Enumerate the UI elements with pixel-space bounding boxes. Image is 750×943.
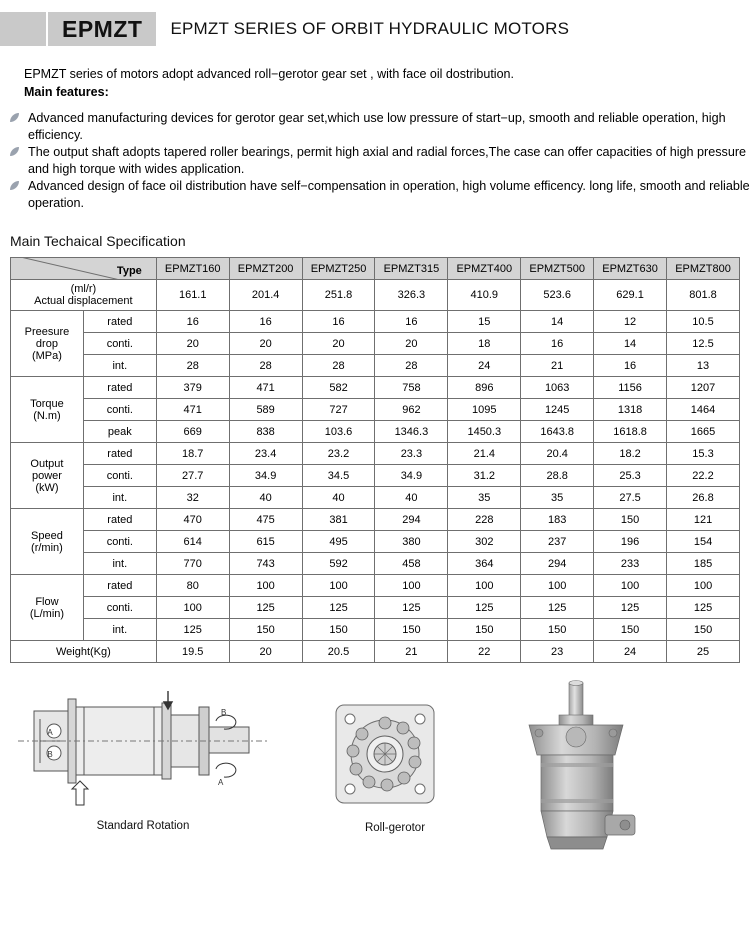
cell: 302 bbox=[448, 531, 521, 553]
cell: 237 bbox=[521, 531, 594, 553]
cell: 28 bbox=[375, 355, 448, 377]
cell: 770 bbox=[156, 553, 229, 575]
cell: 381 bbox=[302, 509, 375, 531]
cell: 471 bbox=[229, 377, 302, 399]
row-label: conti. bbox=[83, 597, 156, 619]
cell: 15 bbox=[448, 311, 521, 333]
cell: 201.4 bbox=[229, 280, 302, 311]
cell: 150 bbox=[594, 509, 667, 531]
list-item bbox=[10, 178, 750, 211]
cell: 150 bbox=[229, 619, 302, 641]
cell: 28.8 bbox=[521, 465, 594, 487]
cell: 100 bbox=[375, 575, 448, 597]
cell: 150 bbox=[302, 619, 375, 641]
cell: 26.8 bbox=[667, 487, 740, 509]
row-label: conti. bbox=[83, 399, 156, 421]
cell: 251.8 bbox=[302, 280, 375, 311]
cell: 18 bbox=[448, 333, 521, 355]
cell: 233 bbox=[594, 553, 667, 575]
cell: 20.4 bbox=[521, 443, 594, 465]
table-row bbox=[11, 377, 740, 399]
figures-section bbox=[0, 689, 750, 889]
cell: 28 bbox=[156, 355, 229, 377]
specification-table bbox=[10, 257, 740, 663]
cell: 100 bbox=[156, 597, 229, 619]
cell: 379 bbox=[156, 377, 229, 399]
row-group-label bbox=[11, 377, 84, 443]
table-row bbox=[11, 597, 740, 619]
row-label: rated bbox=[83, 443, 156, 465]
cell: 12 bbox=[594, 311, 667, 333]
cell: 32 bbox=[156, 487, 229, 509]
section-title: Main Techaical Specification bbox=[10, 233, 186, 249]
cell: 470 bbox=[156, 509, 229, 531]
cell: 154 bbox=[667, 531, 740, 553]
table-row bbox=[11, 465, 740, 487]
svg-text:A: A bbox=[218, 778, 224, 787]
table-row bbox=[11, 399, 740, 421]
cell: 34.9 bbox=[375, 465, 448, 487]
table-row bbox=[11, 553, 740, 575]
feature-text: Advanced design of face oil distribution have self−compensation in operation, high volume efficency. long life, smooth and reliable operation. bbox=[28, 179, 750, 210]
cell: 150 bbox=[375, 619, 448, 641]
cell: 294 bbox=[375, 509, 448, 531]
type-header-cell bbox=[11, 258, 157, 280]
cell: 14 bbox=[594, 333, 667, 355]
row-label: rated bbox=[83, 575, 156, 597]
cell: 364 bbox=[448, 553, 521, 575]
row-label: conti. bbox=[83, 465, 156, 487]
group-line1: Flow bbox=[35, 595, 59, 608]
cell: 614 bbox=[156, 531, 229, 553]
column-header: EPMZT200 bbox=[229, 258, 302, 280]
cell: 150 bbox=[594, 619, 667, 641]
cell: 121 bbox=[667, 509, 740, 531]
cell: 582 bbox=[302, 377, 375, 399]
group-line1: Torque bbox=[30, 397, 64, 410]
cell: 669 bbox=[156, 421, 229, 443]
group-line2: power bbox=[31, 469, 62, 482]
cell: 25 bbox=[667, 641, 740, 663]
cell: 150 bbox=[667, 619, 740, 641]
cell: 589 bbox=[229, 399, 302, 421]
group-line1: Speed bbox=[31, 529, 63, 542]
svg-text:B: B bbox=[221, 708, 227, 717]
cell: 23.3 bbox=[375, 443, 448, 465]
feature-text: Advanced manufacturing devices for gerotor gear set,which use low pressure of start−up, smooth and reliable operation, high efficiency. bbox=[28, 111, 726, 142]
roll-gerotor-drawing bbox=[330, 699, 440, 811]
cell: 10.5 bbox=[667, 311, 740, 333]
cell: 20 bbox=[229, 333, 302, 355]
table-row bbox=[11, 531, 740, 553]
cell: 22 bbox=[448, 641, 521, 663]
row-label: conti. bbox=[83, 333, 156, 355]
table-row bbox=[11, 641, 740, 663]
cell: 1450.3 bbox=[448, 421, 521, 443]
row-label: rated bbox=[83, 311, 156, 333]
cell: 14 bbox=[521, 311, 594, 333]
cell: 28 bbox=[302, 355, 375, 377]
row-group-label bbox=[11, 509, 84, 575]
cell: 838 bbox=[229, 421, 302, 443]
cell: 475 bbox=[229, 509, 302, 531]
cell: 21 bbox=[375, 641, 448, 663]
column-header: EPMZT630 bbox=[594, 258, 667, 280]
row-label: peak bbox=[83, 421, 156, 443]
cell: 27.5 bbox=[594, 487, 667, 509]
row-label: int. bbox=[83, 355, 156, 377]
orbit-motor-photo bbox=[495, 677, 665, 857]
cell: 1346.3 bbox=[375, 421, 448, 443]
column-header: EPMZT800 bbox=[667, 258, 740, 280]
column-header: EPMZT315 bbox=[375, 258, 448, 280]
table-header-row bbox=[11, 258, 740, 280]
leaf-bullet-icon bbox=[10, 144, 28, 156]
group-line3: (MPa) bbox=[31, 349, 62, 362]
group-line1: Output bbox=[30, 457, 64, 470]
cell: 20 bbox=[375, 333, 448, 355]
cell: 16 bbox=[521, 333, 594, 355]
group-line2: (r/min) bbox=[31, 541, 63, 554]
cell: 294 bbox=[521, 553, 594, 575]
feature-text: The output shaft adopts tapered roller bearings, permit high axial and radial forces,The case can offer capacities of high pressure and high torque with wides application. bbox=[28, 145, 747, 176]
table-row bbox=[11, 487, 740, 509]
cell: 24 bbox=[594, 641, 667, 663]
figure-motor-photo bbox=[495, 677, 675, 862]
row-label: Weight(Kg) bbox=[11, 641, 157, 663]
cell: 125 bbox=[375, 597, 448, 619]
cell: 1643.8 bbox=[521, 421, 594, 443]
cell: 40 bbox=[229, 487, 302, 509]
header-title: EPMZT SERIES OF ORBIT HYDRAULIC MOTORS bbox=[170, 19, 570, 38]
cell: 1618.8 bbox=[594, 421, 667, 443]
cell: 100 bbox=[594, 575, 667, 597]
cell: 19.5 bbox=[156, 641, 229, 663]
cell: 16 bbox=[594, 355, 667, 377]
feature-bullet-list bbox=[10, 110, 750, 211]
table-row bbox=[11, 333, 740, 355]
cell: 1063 bbox=[521, 377, 594, 399]
table-row bbox=[11, 619, 740, 641]
cell: 150 bbox=[448, 619, 521, 641]
cell: 18.7 bbox=[156, 443, 229, 465]
cell: 22.2 bbox=[667, 465, 740, 487]
figure-caption: Standard Rotation bbox=[96, 820, 190, 832]
cell: 15.3 bbox=[667, 443, 740, 465]
table-row bbox=[11, 311, 740, 333]
cell: 12.5 bbox=[667, 333, 740, 355]
cell: 380 bbox=[375, 531, 448, 553]
cell: 1156 bbox=[594, 377, 667, 399]
row-label: int. bbox=[83, 487, 156, 509]
list-item bbox=[10, 110, 750, 143]
column-header: EPMZT400 bbox=[448, 258, 521, 280]
cell: 471 bbox=[156, 399, 229, 421]
row-label: rated bbox=[83, 509, 156, 531]
cell: 20 bbox=[302, 333, 375, 355]
column-header: EPMZT500 bbox=[521, 258, 594, 280]
cell: 34.9 bbox=[229, 465, 302, 487]
row-group-label bbox=[11, 311, 84, 377]
cell: 495 bbox=[302, 531, 375, 553]
cell: 1207 bbox=[667, 377, 740, 399]
cell: 125 bbox=[448, 597, 521, 619]
cell: 727 bbox=[302, 399, 375, 421]
row-label: int. bbox=[83, 619, 156, 641]
cell: 100 bbox=[448, 575, 521, 597]
cell: 592 bbox=[302, 553, 375, 575]
cell: 16 bbox=[156, 311, 229, 333]
cell: 1318 bbox=[594, 399, 667, 421]
row-label-line1: (ml/r) bbox=[70, 283, 97, 295]
group-line2: (N.m) bbox=[33, 409, 61, 422]
cell: 615 bbox=[229, 531, 302, 553]
cell: 410.9 bbox=[448, 280, 521, 311]
cell: 523.6 bbox=[521, 280, 594, 311]
cell: 801.8 bbox=[667, 280, 740, 311]
group-line3: (kW) bbox=[35, 481, 59, 494]
table-row bbox=[11, 355, 740, 377]
cell: 23.4 bbox=[229, 443, 302, 465]
column-header: EPMZT160 bbox=[156, 258, 229, 280]
cell: 125 bbox=[521, 597, 594, 619]
cell: 21 bbox=[521, 355, 594, 377]
cell: 1464 bbox=[667, 399, 740, 421]
cell: 1665 bbox=[667, 421, 740, 443]
figure-roll-gerotor bbox=[330, 699, 460, 834]
leaf-bullet-icon bbox=[10, 110, 28, 122]
header-left-block bbox=[0, 12, 46, 46]
cell: 100 bbox=[521, 575, 594, 597]
cell: 326.3 bbox=[375, 280, 448, 311]
cell: 23 bbox=[521, 641, 594, 663]
cell: 20.5 bbox=[302, 641, 375, 663]
cell: 20 bbox=[156, 333, 229, 355]
cell: 35 bbox=[448, 487, 521, 509]
cell: 40 bbox=[302, 487, 375, 509]
cell: 758 bbox=[375, 377, 448, 399]
svg-text:A: A bbox=[47, 728, 53, 737]
group-line2: drop bbox=[35, 337, 58, 350]
row-label: conti. bbox=[83, 531, 156, 553]
cell: 896 bbox=[448, 377, 521, 399]
cell: 80 bbox=[156, 575, 229, 597]
cell: 161.1 bbox=[156, 280, 229, 311]
cell: 125 bbox=[156, 619, 229, 641]
column-header: EPMZT250 bbox=[302, 258, 375, 280]
page-header bbox=[0, 12, 750, 46]
group-line2: (L/min) bbox=[29, 607, 65, 620]
cell: 25.3 bbox=[594, 465, 667, 487]
intro-line-1: EPMZT series of motors adopt advanced roll−gerotor gear set , with face oil dostribution. bbox=[24, 67, 514, 81]
list-item bbox=[10, 144, 750, 177]
table-row bbox=[11, 443, 740, 465]
cell: 35 bbox=[521, 487, 594, 509]
cell: 100 bbox=[229, 575, 302, 597]
group-line1: Preesure bbox=[24, 325, 70, 338]
row-label: rated bbox=[83, 377, 156, 399]
svg-text:B: B bbox=[47, 750, 53, 759]
type-label: Type bbox=[116, 265, 142, 277]
cell: 185 bbox=[667, 553, 740, 575]
cell: 125 bbox=[229, 597, 302, 619]
cell: 27.7 bbox=[156, 465, 229, 487]
cell: 34.5 bbox=[302, 465, 375, 487]
cell: 16 bbox=[375, 311, 448, 333]
cell: 28 bbox=[229, 355, 302, 377]
figure-caption: Roll-gerotor bbox=[364, 822, 426, 834]
cell: 23.2 bbox=[302, 443, 375, 465]
row-group-label bbox=[11, 575, 84, 641]
intro-block bbox=[24, 66, 750, 100]
cell: 24 bbox=[448, 355, 521, 377]
table-row bbox=[11, 280, 740, 311]
leaf-bullet-icon bbox=[10, 178, 28, 190]
cell: 125 bbox=[594, 597, 667, 619]
motor-side-view-drawing bbox=[18, 689, 268, 809]
cell: 13 bbox=[667, 355, 740, 377]
cell: 629.1 bbox=[594, 280, 667, 311]
cell: 16 bbox=[302, 311, 375, 333]
header-logo-text: EPMZT bbox=[62, 15, 143, 42]
cell: 125 bbox=[667, 597, 740, 619]
cell: 18.2 bbox=[594, 443, 667, 465]
cell: 31.2 bbox=[448, 465, 521, 487]
cell: 458 bbox=[375, 553, 448, 575]
cell: 125 bbox=[302, 597, 375, 619]
cell: 150 bbox=[521, 619, 594, 641]
cell: 16 bbox=[229, 311, 302, 333]
figure-standard-rotation bbox=[18, 689, 268, 832]
row-label: int. bbox=[83, 553, 156, 575]
cell: 1095 bbox=[448, 399, 521, 421]
cell: 100 bbox=[302, 575, 375, 597]
row-group-label bbox=[11, 443, 84, 509]
cell: 228 bbox=[448, 509, 521, 531]
table-row bbox=[11, 575, 740, 597]
cell: 962 bbox=[375, 399, 448, 421]
cell: 21.4 bbox=[448, 443, 521, 465]
row-label-line2: Actual displacement bbox=[34, 295, 133, 307]
cell: 100 bbox=[667, 575, 740, 597]
cell: 196 bbox=[594, 531, 667, 553]
cell: 743 bbox=[229, 553, 302, 575]
cell: 20 bbox=[229, 641, 302, 663]
cell: 183 bbox=[521, 509, 594, 531]
table-row bbox=[11, 509, 740, 531]
cell: 40 bbox=[375, 487, 448, 509]
main-features-label: Main features: bbox=[24, 85, 109, 99]
header-logo-box bbox=[48, 12, 156, 46]
row-label bbox=[11, 280, 157, 311]
table-row bbox=[11, 421, 740, 443]
cell: 103.6 bbox=[302, 421, 375, 443]
cell: 1245 bbox=[521, 399, 594, 421]
